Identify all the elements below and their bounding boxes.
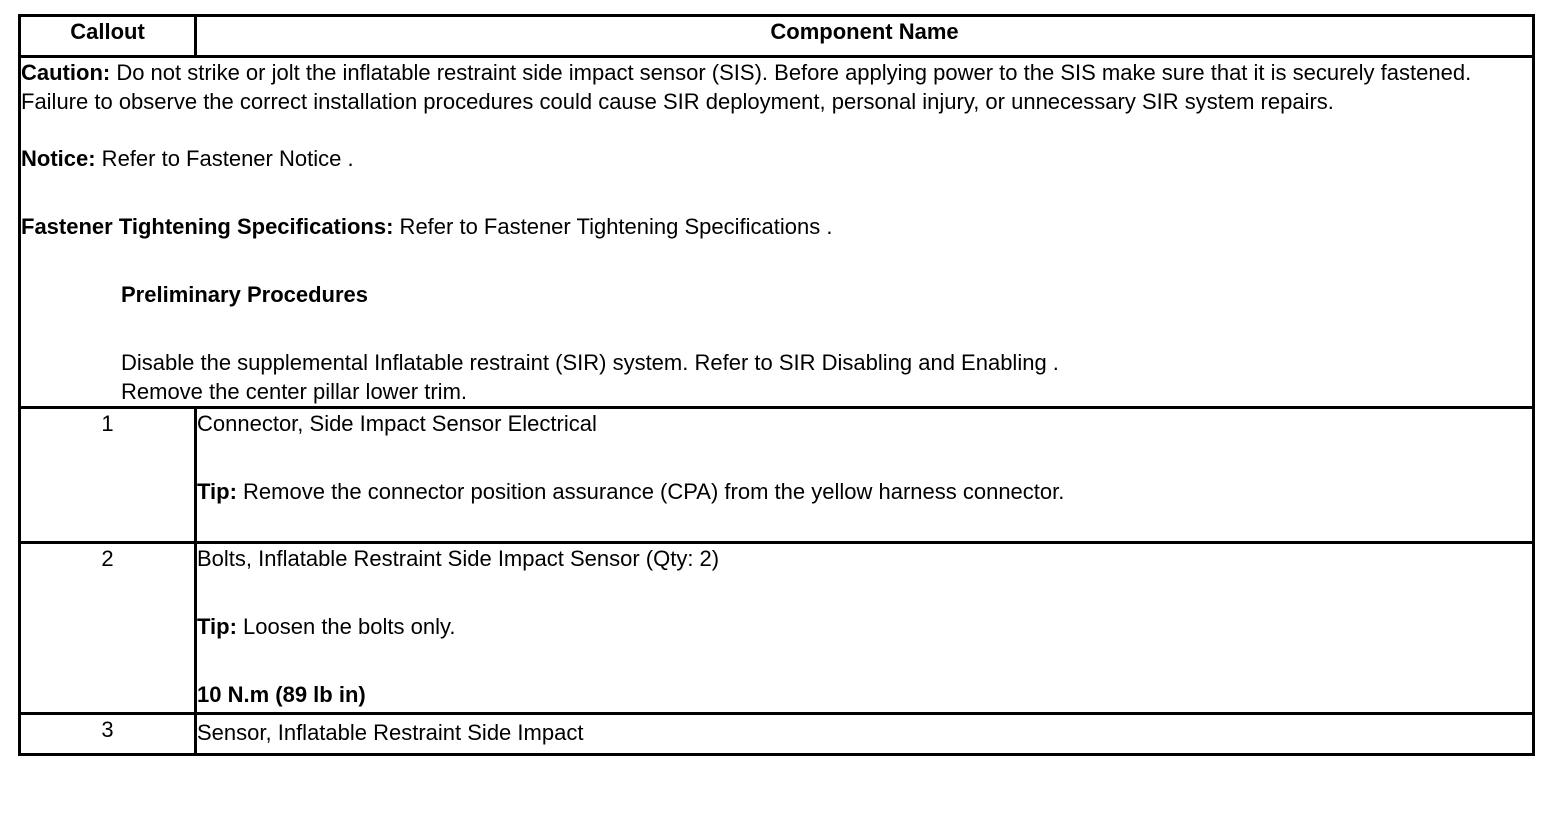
tip-label: Tip:	[197, 479, 237, 504]
preliminary-step: Remove the center pillar lower trim.	[121, 379, 468, 404]
torque-spec: 10 N.m (89 lb in)	[197, 682, 366, 707]
notes-row	[20, 57, 1534, 408]
table-row	[20, 543, 1534, 714]
callout-number: 2	[20, 543, 196, 714]
tip-text: Remove the connector position assurance (CPA) from the yellow harness connector.	[236, 479, 1065, 504]
tip-text: Loosen the bolts only.	[236, 614, 456, 639]
component-name: Sensor, Inflatable Restraint Side Impact	[197, 720, 584, 745]
table-row	[20, 714, 1534, 755]
preliminary-procedures-title: Preliminary Procedures	[121, 282, 369, 307]
callout-number: 1	[20, 408, 196, 543]
component-table	[18, 14, 1535, 756]
component-cell	[196, 408, 1534, 543]
notice-label: Notice:	[21, 146, 96, 171]
caution-text: Do not strike or jolt the inflatable restraint side impact sensor (SIS). Before applying power to the SIS make sure that it is securely fastened. Failure to observe the correct installation procedures could cause SIR deployment, personal injury, or unnecessary SIR system repairs.	[21, 60, 1472, 114]
component-cell	[196, 543, 1534, 714]
notes-cell	[20, 57, 1534, 408]
column-header-component-name: Component Name	[196, 16, 1534, 57]
preliminary-step: Disable the supplemental Inflatable restraint (SIR) system. Refer to SIR Disabling and Enabling .	[121, 350, 1059, 375]
component-tip	[197, 477, 1532, 506]
caution-label: Caution:	[21, 60, 111, 85]
component-tip	[197, 612, 1532, 641]
table-row	[20, 408, 1534, 543]
callout-number: 3	[20, 714, 196, 755]
column-header-callout: Callout	[20, 16, 196, 57]
fastener-spec-text: Refer to Fastener Tightening Specifications .	[393, 214, 833, 239]
notice-text: Refer to Fastener Notice .	[95, 146, 354, 171]
table-header-row	[20, 16, 1534, 57]
component-cell	[196, 714, 1534, 755]
notice-note	[21, 144, 1532, 173]
component-name: Bolts, Inflatable Restraint Side Impact Sensor (Qty: 2)	[197, 546, 720, 571]
tip-label: Tip:	[197, 614, 237, 639]
fastener-spec-note	[21, 212, 1532, 241]
fastener-spec-label: Fastener Tightening Specifications:	[21, 214, 394, 239]
component-name: Connector, Side Impact Sensor Electrical	[197, 411, 597, 436]
caution-note	[21, 58, 1532, 116]
